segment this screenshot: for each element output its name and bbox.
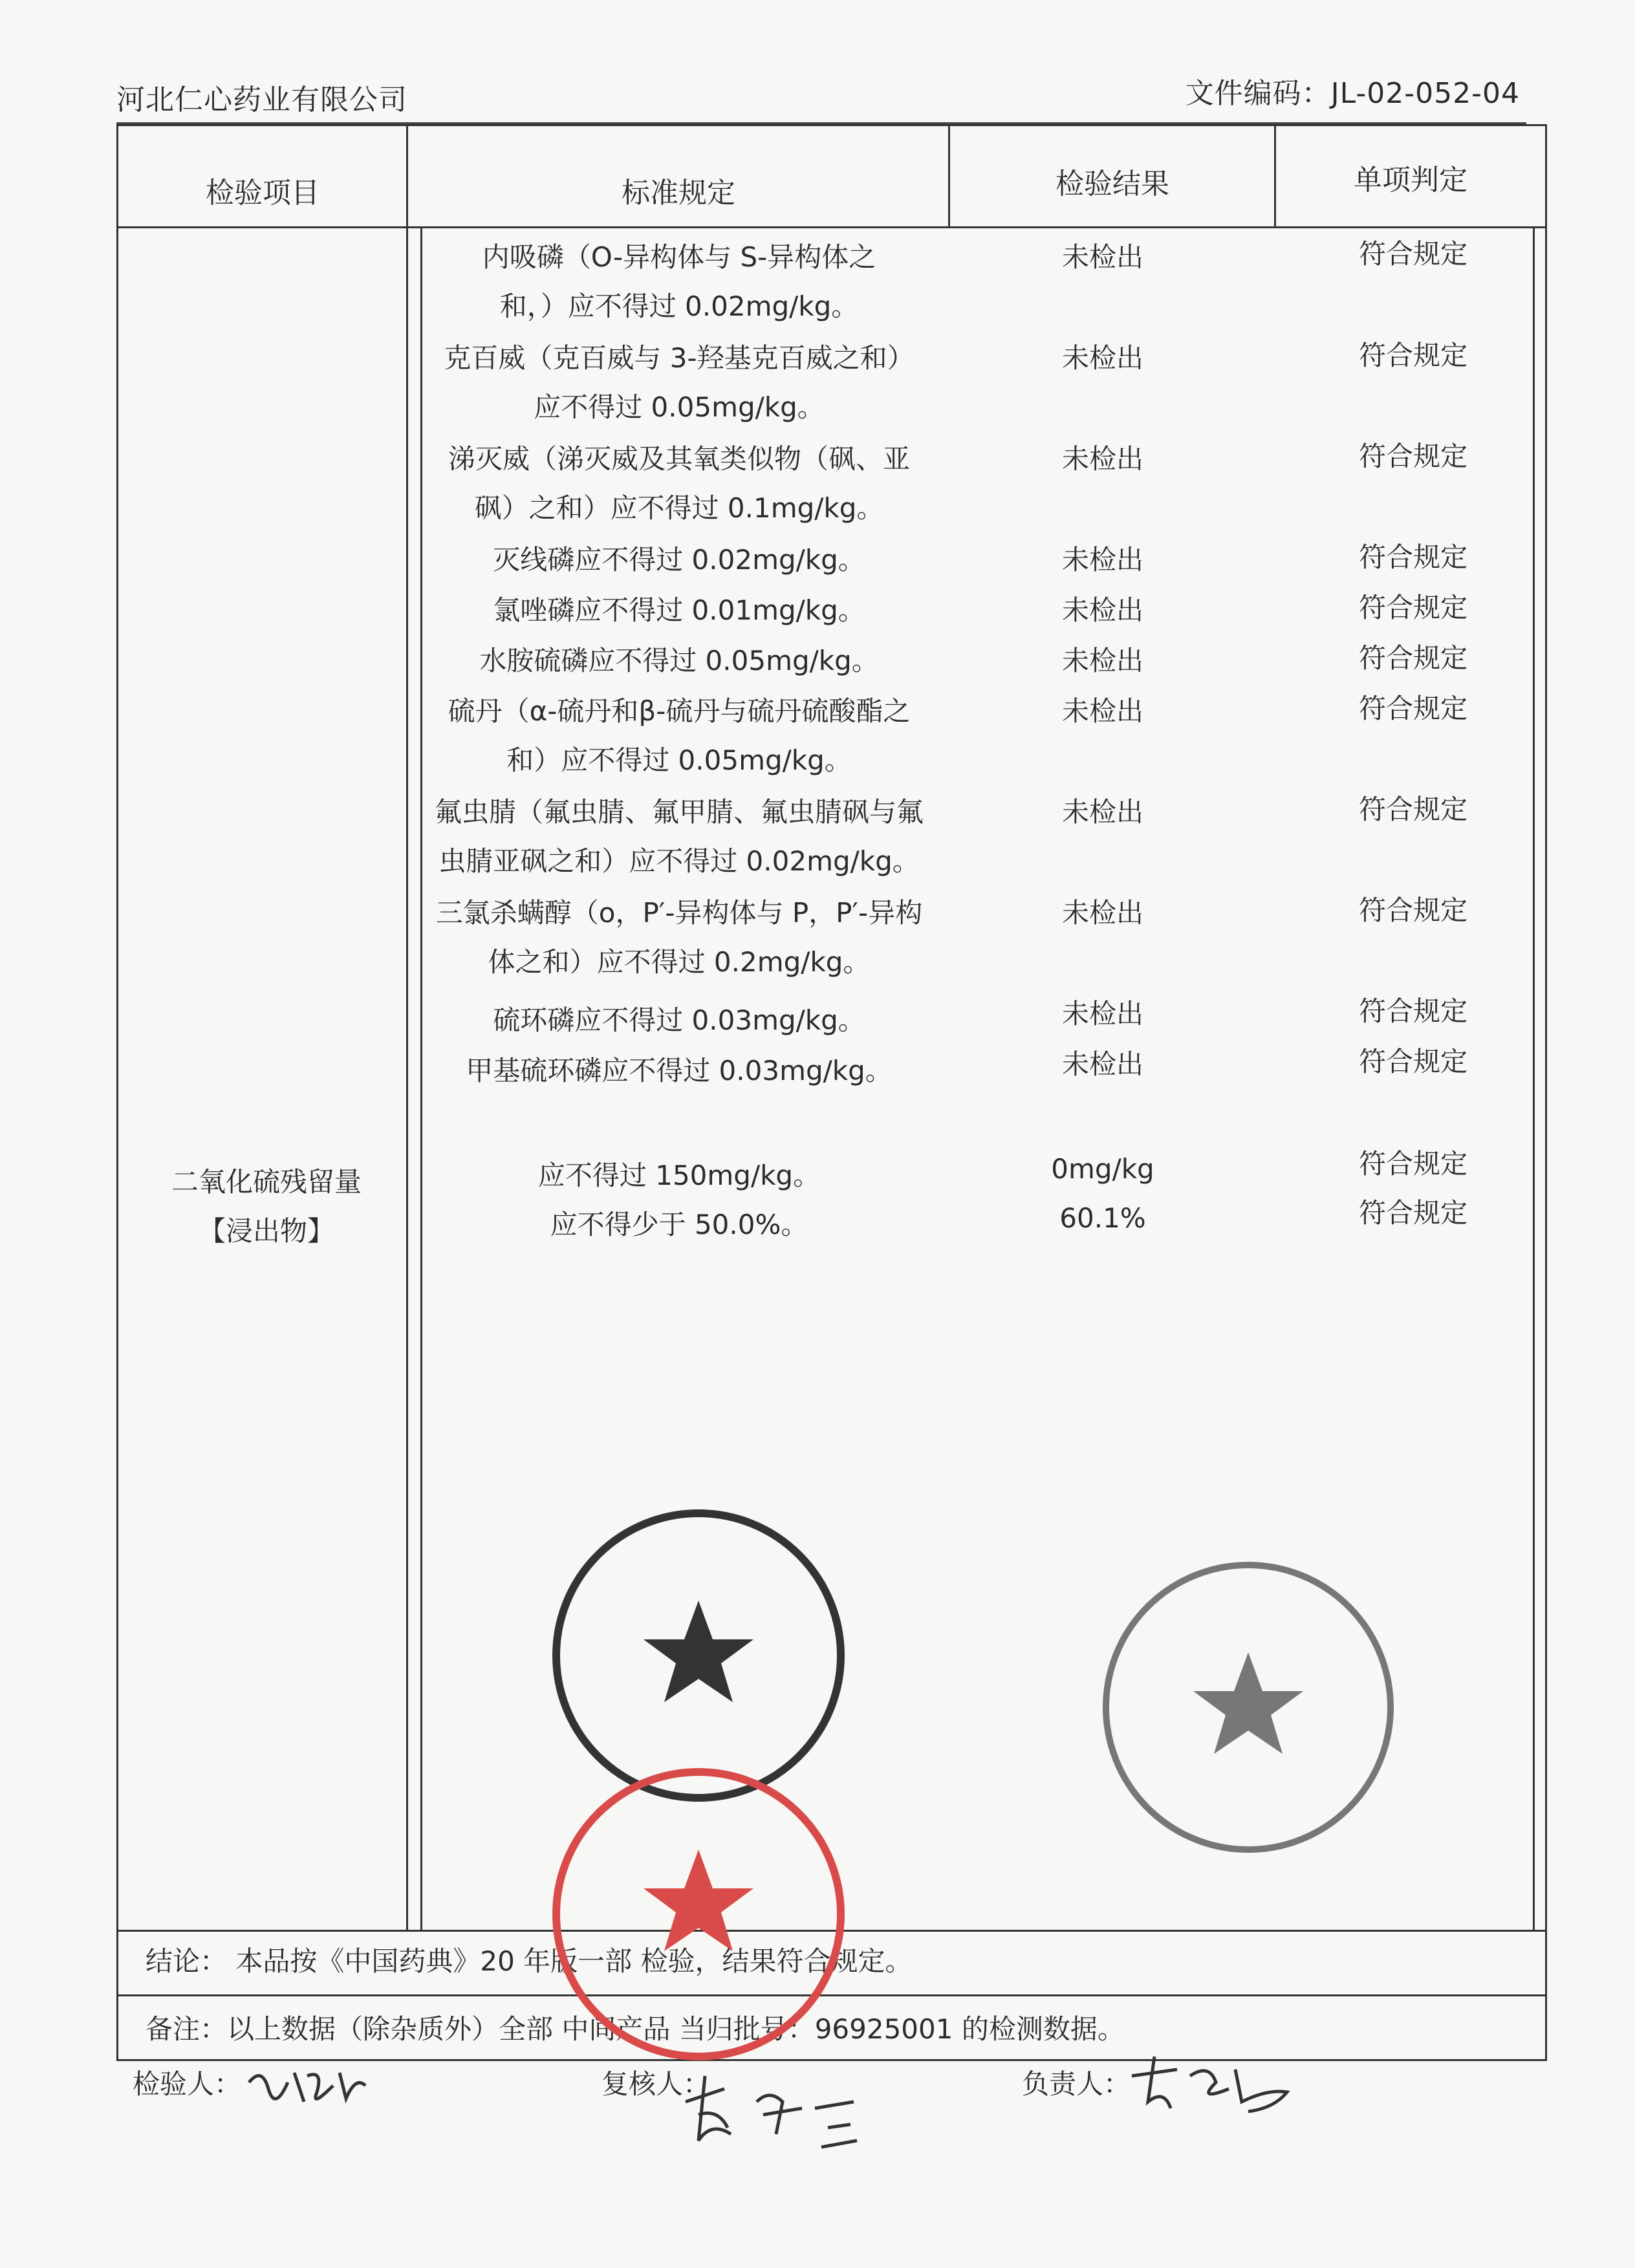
standard-cell: 硫环磷应不得过 0.03mg/kg。 [493, 1004, 865, 1036]
judgement-cell: 符合规定 [1358, 238, 1467, 270]
responsible-signature [1119, 2050, 1300, 2121]
inspector-label: 检验人： [133, 2068, 242, 2100]
header-standard: 标准规定 [622, 177, 735, 210]
page-header [116, 65, 1526, 124]
reviewer-signature [673, 2063, 867, 2166]
judgement-cell: 符合规定 [1358, 794, 1467, 825]
judgement-cell: 符合规定 [1358, 340, 1467, 371]
standard-cell: 克百威（克百威与 3-羟基克百威之和） 应不得过 0.05mg/kg。 [444, 342, 915, 423]
judgement-cell: 符合规定 [1358, 995, 1467, 1027]
column-divider [406, 124, 408, 1930]
judgement-cell: 符合规定 [1358, 894, 1467, 926]
standard-cell: 涕灭威（涕灭威及其氧类似物（砜、亚 砜）之和）应不得过 0.1mg/kg。 [448, 443, 910, 524]
file-code: 文件编码：JL-02-052-04 [1185, 77, 1520, 110]
result-cell: 未检出 [1061, 645, 1143, 676]
column-divider [948, 124, 950, 226]
result-cell: 未检出 [1061, 1048, 1143, 1080]
item-cell: 二氧化硫残留量 [171, 1166, 362, 1198]
standard-cell: 灭线磷应不得过 0.02mg/kg。 [493, 544, 865, 576]
standard-cell: 三氯杀螨醇（o，P′-异构体与 P，P′-异构 体之和）应不得过 0.2mg/kg。 [435, 897, 923, 978]
company-name: 河北仁心药业有限公司 [116, 83, 407, 116]
column-divider [1533, 226, 1535, 1930]
quality-management-seal-stamp [543, 1759, 854, 2069]
responsible-label: 负责人： [1022, 2068, 1131, 2100]
conclusion-text: 结论： 本品按《中国药典》20 年版一部 检验，结果符合规定。 [146, 1945, 913, 1977]
result-cell: 未检出 [1061, 342, 1143, 374]
column-divider [1274, 124, 1276, 226]
quality-seal-stamp [1093, 1552, 1403, 1863]
standard-cell: 水胺硫磷应不得过 0.05mg/kg。 [479, 645, 879, 676]
standard-cell: 应不得过 150mg/kg。 [537, 1160, 821, 1191]
inspector-signature [243, 2057, 372, 2121]
result-cell: 未检出 [1061, 998, 1143, 1030]
judgement-cell: 符合规定 [1358, 592, 1467, 623]
result-cell: 未检出 [1061, 241, 1143, 273]
header-item: 检验项目 [206, 177, 319, 210]
judgement-cell: 符合规定 [1358, 642, 1467, 674]
result-cell: 未检出 [1061, 443, 1143, 475]
remark-text: 备注：以上数据（除杂质外）全部 中间产品 当归批号：96925001 的检测数据。 [146, 2013, 1125, 2045]
result-cell: 未检出 [1061, 544, 1143, 576]
standard-cell: 应不得少于 50.0%。 [550, 1209, 808, 1240]
judgement-cell: 符合规定 [1358, 1046, 1467, 1077]
result-cell: 未检出 [1061, 897, 1143, 929]
header-row-divider [116, 226, 1547, 228]
standard-cell: 氯唑磷应不得过 0.01mg/kg。 [493, 594, 865, 626]
standard-cell: 甲基硫环磷应不得过 0.03mg/kg。 [466, 1055, 893, 1086]
standard-cell: 硫丹（α-硫丹和β-硫丹与硫丹硫酸酯之 和）应不得过 0.05mg/kg。 [448, 695, 911, 776]
standard-cell: 内吸磷（O-异构体与 S-异构体之 和，）应不得过 0.02mg/kg。 [482, 241, 876, 322]
result-cell: 未检出 [1061, 594, 1143, 626]
standard-cell: 氟虫腈（氟虫腈、氟甲腈、氟虫腈砜与氟 虫腈亚砜之和）应不得过 0.02mg/kg。 [434, 796, 924, 877]
item-cell: 【浸出物】 [198, 1215, 334, 1247]
judgement-cell: 符合规定 [1358, 440, 1467, 472]
result-cell: 未检出 [1061, 796, 1143, 828]
judgement-cell: 符合规定 [1358, 1197, 1467, 1229]
header-judgement: 单项判定 [1354, 164, 1467, 197]
reviewer-label: 复核人： [601, 2068, 711, 2100]
result-cell: 未检出 [1061, 695, 1143, 727]
result-cell: 0mg/kg [1051, 1153, 1154, 1185]
judgement-cell: 符合规定 [1358, 541, 1467, 573]
header-result: 检验结果 [1056, 167, 1169, 200]
result-cell: 60.1% [1059, 1202, 1146, 1234]
judgement-cell: 符合规定 [1358, 1148, 1467, 1180]
judgement-cell: 符合规定 [1358, 693, 1467, 724]
